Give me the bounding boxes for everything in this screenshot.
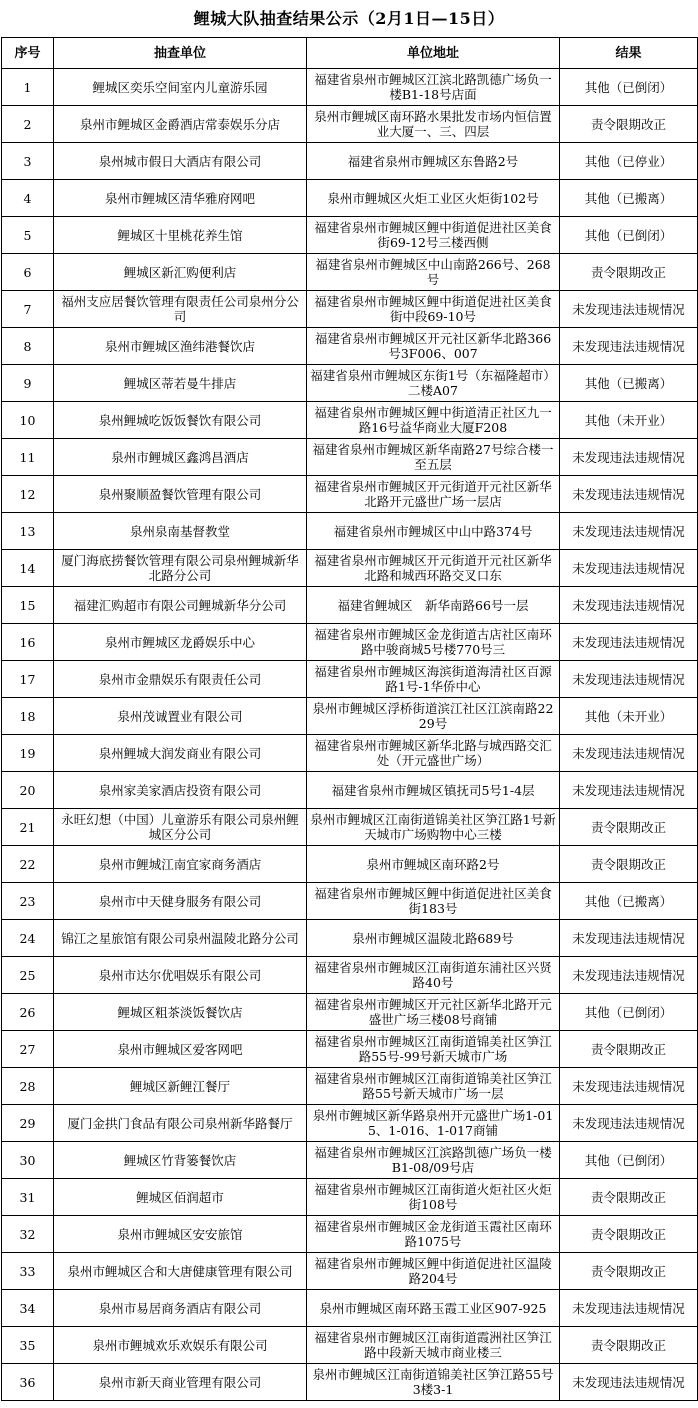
cell-result: 未发现违法违规情况 bbox=[560, 439, 698, 476]
cell-unit: 鲤城区佰润超市 bbox=[54, 1179, 307, 1216]
cell-unit: 锦江之星旅馆有限公司泉州温陵北路分公司 bbox=[54, 920, 307, 957]
cell-unit: 泉州市鲤城江南宜家商务酒店 bbox=[54, 846, 307, 883]
table-row bbox=[2, 661, 698, 698]
cell-result: 责令限期改正 bbox=[560, 809, 698, 846]
cell-no: 33 bbox=[2, 1253, 54, 1290]
table-row bbox=[2, 402, 698, 439]
cell-address: 福建省鲤城区 新华南路66号一层 bbox=[307, 587, 560, 624]
cell-no: 14 bbox=[2, 550, 54, 587]
cell-unit: 永旺幻想（中国）儿童游乐有限公司泉州鲤城区分公司 bbox=[54, 809, 307, 846]
cell-unit: 泉州市鲤城区爱客网吧 bbox=[54, 1031, 307, 1068]
cell-address: 福建省泉州市鲤城区镇抚司5号1-4层 bbox=[307, 772, 560, 809]
cell-unit: 福州支应居餐饮管理有限责任公司泉州分公司 bbox=[54, 291, 307, 328]
cell-no: 28 bbox=[2, 1068, 54, 1105]
cell-unit: 泉州茂诚置业有限公司 bbox=[54, 698, 307, 735]
cell-no: 35 bbox=[2, 1327, 54, 1364]
cell-no: 34 bbox=[2, 1290, 54, 1327]
cell-no: 10 bbox=[2, 402, 54, 439]
table-row bbox=[2, 735, 698, 772]
cell-no: 22 bbox=[2, 846, 54, 883]
cell-no: 5 bbox=[2, 217, 54, 254]
cell-no: 21 bbox=[2, 809, 54, 846]
cell-unit: 鲤城区新汇购便利店 bbox=[54, 254, 307, 291]
cell-address: 福建省泉州市鲤城区江南街道东浦社区兴贤路40号 bbox=[307, 957, 560, 994]
cell-result: 其他（已倒闭） bbox=[560, 217, 698, 254]
cell-result: 未发现违法违规情况 bbox=[560, 328, 698, 365]
cell-unit: 鲤城区粗茶淡饭餐饮店 bbox=[54, 994, 307, 1031]
cell-unit: 福建汇购超市有限公司鲤城新华分公司 bbox=[54, 587, 307, 624]
cell-address: 福建省泉州市鲤城区开元街道开元社区新华北路和城西环路交叉口东 bbox=[307, 550, 560, 587]
cell-unit: 泉州城市假日大酒店有限公司 bbox=[54, 143, 307, 180]
table-row bbox=[2, 1105, 698, 1142]
cell-address: 福建省泉州市鲤城区鲤中街道促进社区温陵路204号 bbox=[307, 1253, 560, 1290]
cell-no: 3 bbox=[2, 143, 54, 180]
table-row bbox=[2, 143, 698, 180]
table-row bbox=[2, 1290, 698, 1327]
cell-result: 其他（已倒闭） bbox=[560, 69, 698, 106]
table-row bbox=[2, 698, 698, 735]
cell-result: 未发现违法违规情况 bbox=[560, 772, 698, 809]
cell-no: 15 bbox=[2, 587, 54, 624]
cell-address: 泉州市鲤城区江南街道锦美社区笋江路55号3楼3-1 bbox=[307, 1364, 560, 1401]
cell-result: 未发现违法违规情况 bbox=[560, 1068, 698, 1105]
table-row bbox=[2, 69, 698, 106]
table-row bbox=[2, 809, 698, 846]
cell-unit: 厦门海底捞餐饮管理有限公司泉州鲤城新华北路分公司 bbox=[54, 550, 307, 587]
cell-unit: 泉州市鲤城欢乐欢娱乐有限公司 bbox=[54, 1327, 307, 1364]
cell-result: 责令限期改正 bbox=[560, 1179, 698, 1216]
cell-no: 1 bbox=[2, 69, 54, 106]
cell-result: 未发现违法违规情况 bbox=[560, 661, 698, 698]
cell-unit: 鲤城区蒂若曼牛排店 bbox=[54, 365, 307, 402]
cell-result: 未发现违法违规情况 bbox=[560, 920, 698, 957]
header-unit: 抽查单位 bbox=[54, 38, 307, 69]
table-row bbox=[2, 1253, 698, 1290]
cell-no: 20 bbox=[2, 772, 54, 809]
cell-address: 泉州市鲤城区南环路2号 bbox=[307, 846, 560, 883]
cell-address: 泉州市鲤城区浮桥街道滨江社区江滨南路2229号 bbox=[307, 698, 560, 735]
inspection-results-table bbox=[1, 37, 698, 1401]
cell-result: 其他（已搬离） bbox=[560, 883, 698, 920]
cell-address: 福建省泉州市鲤城区中山中路374号 bbox=[307, 513, 560, 550]
cell-no: 13 bbox=[2, 513, 54, 550]
cell-address: 泉州市鲤城区南环路水果批发市场内恒信置业大厦一、三、四层 bbox=[307, 106, 560, 143]
cell-no: 8 bbox=[2, 328, 54, 365]
table-row bbox=[2, 291, 698, 328]
header-address: 单位地址 bbox=[307, 38, 560, 69]
cell-no: 6 bbox=[2, 254, 54, 291]
cell-no: 4 bbox=[2, 180, 54, 217]
header-result: 结果 bbox=[560, 38, 698, 69]
table-row bbox=[2, 957, 698, 994]
cell-address: 福建省泉州市鲤城区东街1号（东福隆超市）二楼A07 bbox=[307, 365, 560, 402]
cell-address: 福建省泉州市鲤城区江南街道锦美社区笋江路55号新天城市广场一层 bbox=[307, 1068, 560, 1105]
table-row bbox=[2, 772, 698, 809]
cell-unit: 泉州泉南基督教堂 bbox=[54, 513, 307, 550]
cell-result: 责令限期改正 bbox=[560, 846, 698, 883]
cell-unit: 泉州市鲤城区金爵酒店常泰娱乐分店 bbox=[54, 106, 307, 143]
cell-result: 未发现违法违规情况 bbox=[560, 735, 698, 772]
cell-result: 未发现违法违规情况 bbox=[560, 1105, 698, 1142]
cell-result: 未发现违法违规情况 bbox=[560, 1290, 698, 1327]
cell-no: 24 bbox=[2, 920, 54, 957]
cell-unit: 泉州市鲤城区龙爵娱乐中心 bbox=[54, 624, 307, 661]
table-row bbox=[2, 846, 698, 883]
cell-result: 其他（已停业） bbox=[560, 143, 698, 180]
cell-no: 23 bbox=[2, 883, 54, 920]
cell-address: 泉州市鲤城区江南街道锦美社区笋江路1号新天城市广场购物中心三楼 bbox=[307, 809, 560, 846]
cell-result: 未发现违法违规情况 bbox=[560, 957, 698, 994]
cell-result: 责令限期改正 bbox=[560, 254, 698, 291]
cell-address: 福建省泉州市鲤城区江南街道霞洲社区笋江路中段新天城市商业楼三 bbox=[307, 1327, 560, 1364]
table-row bbox=[2, 476, 698, 513]
cell-address: 福建省泉州市鲤城区江滨北路凯德广场负一楼B1-18号店面 bbox=[307, 69, 560, 106]
page-title: 鲤城大队抽查结果公示（2月1日—15日） bbox=[193, 9, 505, 28]
cell-unit: 泉州市中天健身服务有限公司 bbox=[54, 883, 307, 920]
cell-unit: 泉州市鲤城区合和大唐健康管理有限公司 bbox=[54, 1253, 307, 1290]
cell-result: 其他（未开业） bbox=[560, 402, 698, 439]
table-row bbox=[2, 328, 698, 365]
cell-address: 福建省泉州市鲤城区海滨街道海清社区百源路1号-1华侨中心 bbox=[307, 661, 560, 698]
cell-unit: 厦门金拱门食品有限公司泉州新华路餐厅 bbox=[54, 1105, 307, 1142]
cell-address: 福建省泉州市鲤城区金龙街道玉霞社区南环路1075号 bbox=[307, 1216, 560, 1253]
cell-no: 18 bbox=[2, 698, 54, 735]
cell-result: 其他（已倒闭） bbox=[560, 994, 698, 1031]
table-row bbox=[2, 217, 698, 254]
table-row bbox=[2, 254, 698, 291]
cell-unit: 泉州市鲤城区鑫鸿昌酒店 bbox=[54, 439, 307, 476]
table-row bbox=[2, 106, 698, 143]
cell-result: 未发现违法违规情况 bbox=[560, 624, 698, 661]
cell-no: 29 bbox=[2, 1105, 54, 1142]
cell-address: 福建省泉州市鲤城区江南街道锦美社区笋江路55号-99号新天城市广场 bbox=[307, 1031, 560, 1068]
table-row bbox=[2, 1179, 698, 1216]
cell-unit: 泉州鲤城大润发商业有限公司 bbox=[54, 735, 307, 772]
table-row bbox=[2, 1364, 698, 1401]
table-row bbox=[2, 994, 698, 1031]
cell-address: 福建省泉州市鲤城区新华南路27号综合楼一至五层 bbox=[307, 439, 560, 476]
table-row bbox=[2, 587, 698, 624]
cell-address: 福建省泉州市鲤城区开元街道开元社区新华北路开元盛世广场一层店 bbox=[307, 476, 560, 513]
cell-unit: 鲤城区新鲤江餐厅 bbox=[54, 1068, 307, 1105]
cell-no: 19 bbox=[2, 735, 54, 772]
cell-result: 未发现违法违规情况 bbox=[560, 291, 698, 328]
cell-no: 32 bbox=[2, 1216, 54, 1253]
table-row bbox=[2, 1142, 698, 1179]
cell-unit: 泉州聚顺盈餐饮管理有限公司 bbox=[54, 476, 307, 513]
cell-result: 责令限期改正 bbox=[560, 1253, 698, 1290]
cell-no: 25 bbox=[2, 957, 54, 994]
cell-unit: 泉州市鲤城区清华雅府网吧 bbox=[54, 180, 307, 217]
cell-result: 责令限期改正 bbox=[560, 1216, 698, 1253]
cell-address: 泉州市鲤城区新华路泉州开元盛世广场1-015、1-016、1-017商铺 bbox=[307, 1105, 560, 1142]
cell-result: 其他（未开业） bbox=[560, 698, 698, 735]
cell-unit: 鲤城区十里桃花养生馆 bbox=[54, 217, 307, 254]
cell-no: 11 bbox=[2, 439, 54, 476]
cell-unit: 泉州市鲤城区安安旅馆 bbox=[54, 1216, 307, 1253]
cell-address: 福建省泉州市鲤城区开元社区新华北路开元盛世广场三楼08号商铺 bbox=[307, 994, 560, 1031]
cell-unit: 泉州市达尔优唱娱乐有限公司 bbox=[54, 957, 307, 994]
header-no: 序号 bbox=[2, 38, 54, 69]
cell-result: 未发现违法违规情况 bbox=[560, 1364, 698, 1401]
table-row bbox=[2, 883, 698, 920]
cell-address: 福建省泉州市鲤城区中山南路266号、268号 bbox=[307, 254, 560, 291]
table-row bbox=[2, 1068, 698, 1105]
cell-no: 36 bbox=[2, 1364, 54, 1401]
cell-address: 福建省泉州市鲤城区江滨路凯德广场负一楼B1-08/09号店 bbox=[307, 1142, 560, 1179]
cell-address: 泉州市鲤城区温陵北路689号 bbox=[307, 920, 560, 957]
table-row bbox=[2, 1031, 698, 1068]
table-row bbox=[2, 920, 698, 957]
cell-unit: 泉州市易居商务酒店有限公司 bbox=[54, 1290, 307, 1327]
table-row bbox=[2, 180, 698, 217]
cell-address: 福建省泉州市鲤城区东鲁路2号 bbox=[307, 143, 560, 180]
cell-address: 泉州市鲤城区南环路玉霞工业区907-925 bbox=[307, 1290, 560, 1327]
table-row bbox=[2, 439, 698, 476]
cell-result: 未发现违法违规情况 bbox=[560, 513, 698, 550]
table-row bbox=[2, 624, 698, 661]
table-row bbox=[2, 365, 698, 402]
table-body bbox=[2, 69, 698, 1401]
cell-result: 未发现违法违规情况 bbox=[560, 550, 698, 587]
cell-result: 其他（已搬离） bbox=[560, 365, 698, 402]
cell-no: 9 bbox=[2, 365, 54, 402]
cell-result: 责令限期改正 bbox=[560, 1031, 698, 1068]
cell-no: 16 bbox=[2, 624, 54, 661]
cell-unit: 鲤城区竹背篓餐饮店 bbox=[54, 1142, 307, 1179]
table-row bbox=[2, 1216, 698, 1253]
cell-address: 福建省泉州市鲤城区鲤中街道促进社区美食街中段69-10号 bbox=[307, 291, 560, 328]
cell-result: 未发现违法违规情况 bbox=[560, 476, 698, 513]
table-header-row bbox=[2, 38, 698, 69]
cell-address: 福建省泉州市鲤城区新华北路与城西路交汇处（开元盛世广场） bbox=[307, 735, 560, 772]
cell-address: 泉州市鲤城区火炬工业区火炬街102号 bbox=[307, 180, 560, 217]
cell-no: 26 bbox=[2, 994, 54, 1031]
cell-no: 7 bbox=[2, 291, 54, 328]
table-row bbox=[2, 513, 698, 550]
cell-address: 福建省泉州市鲤城区鲤中街道清正社区九一路16号益华商业大厦F208 bbox=[307, 402, 560, 439]
cell-address: 福建省泉州市鲤城区江南街道火炬社区火炬街108号 bbox=[307, 1179, 560, 1216]
cell-no: 31 bbox=[2, 1179, 54, 1216]
table-row bbox=[2, 1327, 698, 1364]
cell-no: 17 bbox=[2, 661, 54, 698]
cell-result: 其他（已倒闭） bbox=[560, 1142, 698, 1179]
cell-no: 12 bbox=[2, 476, 54, 513]
cell-unit: 泉州市金鼎娱乐有限责任公司 bbox=[54, 661, 307, 698]
cell-result: 其他（已搬离） bbox=[560, 180, 698, 217]
cell-unit: 鲤城区奕乐空间室内儿童游乐园 bbox=[54, 69, 307, 106]
cell-address: 福建省泉州市鲤城区金龙街道古店社区南环路中骏商城5号楼770号三 bbox=[307, 624, 560, 661]
cell-unit: 泉州鲤城吃饭饭餐饮有限公司 bbox=[54, 402, 307, 439]
table-row bbox=[2, 550, 698, 587]
cell-no: 30 bbox=[2, 1142, 54, 1179]
cell-unit: 泉州市鲤城区渔纬港餐饮店 bbox=[54, 328, 307, 365]
cell-address: 福建省泉州市鲤城区开元社区新华北路366号3F006、007 bbox=[307, 328, 560, 365]
cell-result: 未发现违法违规情况 bbox=[560, 587, 698, 624]
cell-result: 责令限期改正 bbox=[560, 1327, 698, 1364]
cell-no: 27 bbox=[2, 1031, 54, 1068]
cell-address: 福建省泉州市鲤城区鲤中街道促进社区美食街183号 bbox=[307, 883, 560, 920]
cell-unit: 泉州家美家酒店投资有限公司 bbox=[54, 772, 307, 809]
cell-unit: 泉州市新天商业管理有限公司 bbox=[54, 1364, 307, 1401]
cell-no: 2 bbox=[2, 106, 54, 143]
cell-result: 责令限期改正 bbox=[560, 106, 698, 143]
cell-address: 福建省泉州市鲤城区鲤中街道促进社区美食街69-12号三楼西侧 bbox=[307, 217, 560, 254]
